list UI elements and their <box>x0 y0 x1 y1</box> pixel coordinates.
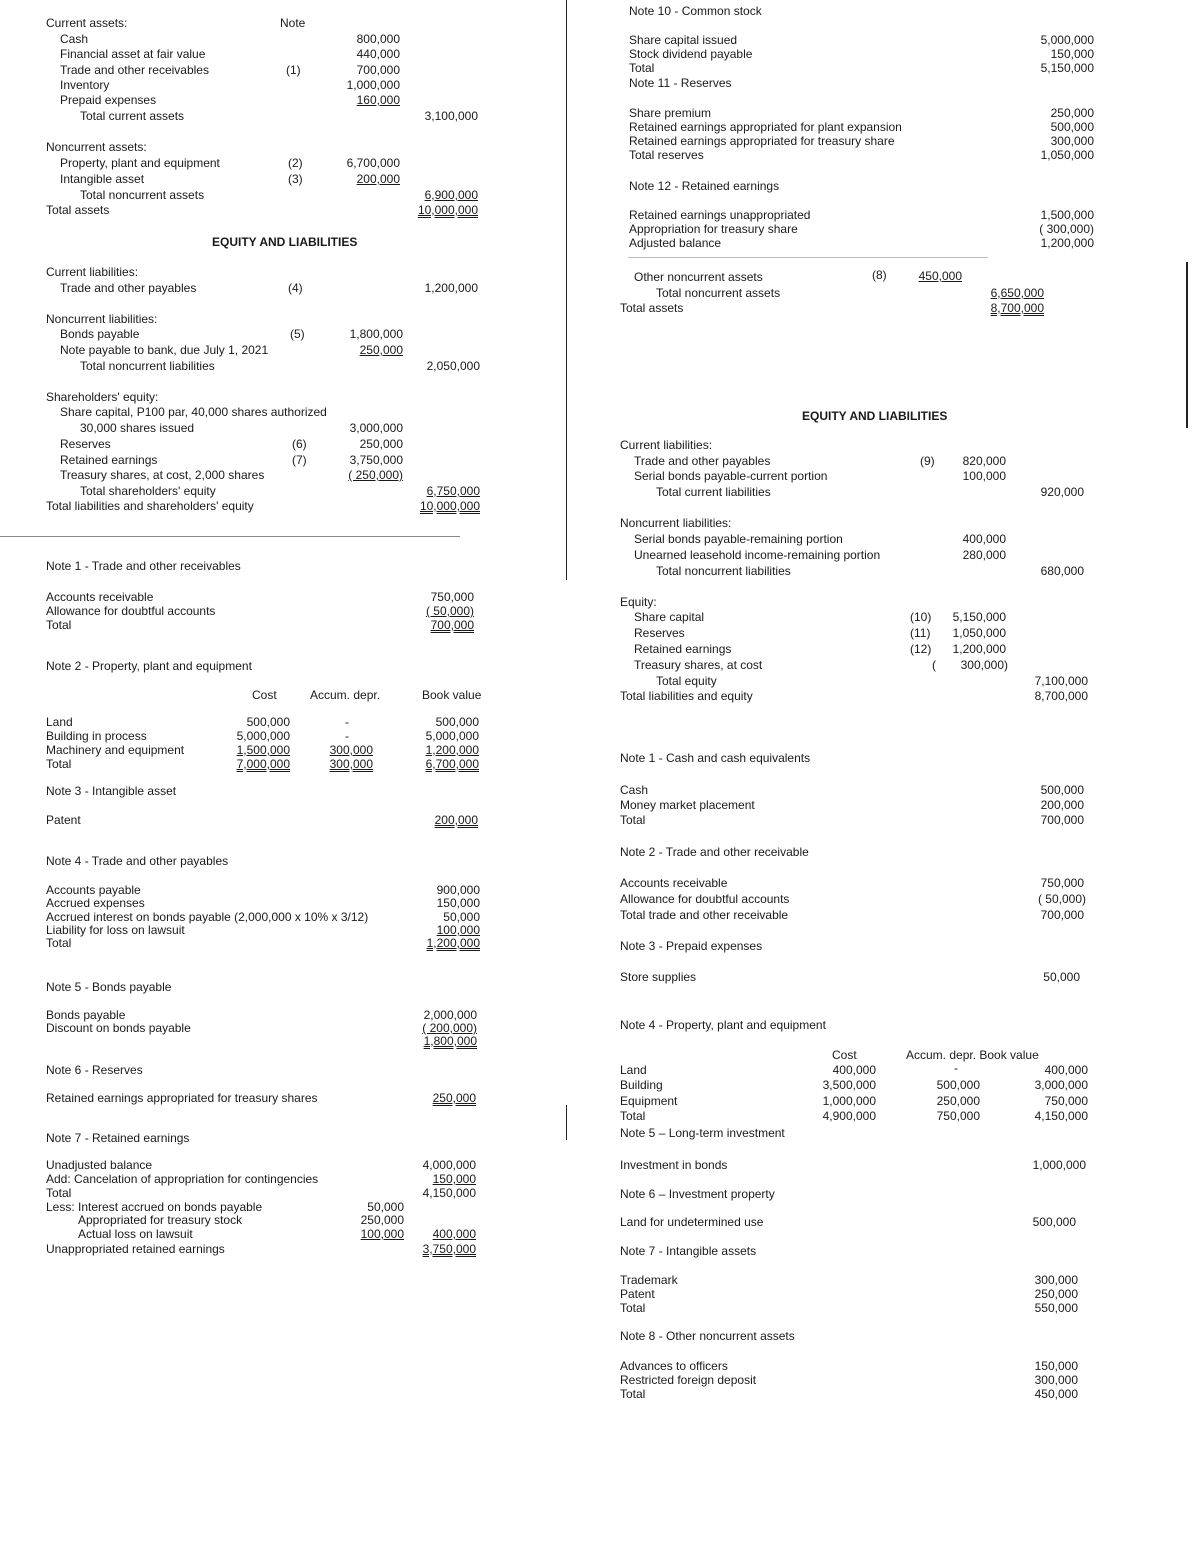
line-note: (12) <box>910 642 932 656</box>
line-label: Reserves <box>60 437 111 451</box>
note-row-amount: ( 200,000) <box>422 1021 477 1035</box>
note-title: Note 2 - Property, plant and equipment <box>46 659 252 673</box>
note-row-label: Total <box>620 813 646 827</box>
line-label: Treasury shares, at cost <box>634 658 763 672</box>
note-row-amount: 900,000 <box>436 883 480 897</box>
line-amount: 1,000,000 <box>346 78 400 92</box>
column-header: Cost <box>832 1048 857 1062</box>
note-row-amount: 450,000 <box>1034 1387 1078 1401</box>
line-label: Serial bonds payable-remaining portion <box>634 532 843 546</box>
line-amount: 1,200,000 <box>952 642 1006 656</box>
note-title: Note 11 - Reserves <box>629 76 732 90</box>
line-label: Share capital <box>634 610 705 624</box>
note-row-label: Total trade and other receivable <box>620 908 789 922</box>
line-label: Cash <box>60 32 89 46</box>
line-amount: 300,000) <box>960 658 1008 672</box>
note-row-amount: 4,000,000 <box>422 1158 476 1172</box>
note-row-label: Restricted foreign deposit <box>620 1373 757 1387</box>
line-amount: 6,700,000 <box>346 156 400 170</box>
note-row-amount: 5,150,000 <box>1040 61 1094 75</box>
note-row-amount: ( 50,000) <box>425 604 474 618</box>
note-row-label: Share premium <box>629 106 712 120</box>
total-amount: 2,050,000 <box>426 359 480 373</box>
table-row-label: Machinery and equipment <box>46 743 185 757</box>
total-label: Total noncurrent assets <box>80 188 205 202</box>
note-row-amount: ( 300,000) <box>1039 222 1094 236</box>
grand-total-amount: 8,700,000 <box>1034 689 1088 703</box>
table-cell: 500,000 <box>936 1078 980 1092</box>
table-cell: 500,000 <box>435 715 479 729</box>
table-row-label: Equipment <box>620 1094 678 1108</box>
note-title: Note 4 - Trade and other payables <box>46 854 229 868</box>
note-row-label: Retained earnings unappropriated <box>629 208 811 222</box>
line-note: (5) <box>290 327 305 341</box>
line-amount: 250,000 <box>359 343 403 357</box>
note-row-label: Accrued interest on bonds payable (2,000,000 x 10% x 3/12) <box>46 910 369 924</box>
note-row-amount: 3,750,000 <box>422 1242 476 1256</box>
total-label: Total current liabilities <box>656 485 771 499</box>
table-cell: 1,000,000 <box>822 1094 876 1108</box>
note-row-label: Total <box>46 1186 72 1200</box>
note-row-label: Allowance for doubtful accounts <box>46 604 216 618</box>
page-edge-line <box>1186 262 1188 428</box>
line-label: Prepaid expenses <box>60 93 157 107</box>
noncurrent-liabilities-heading: Noncurrent liabilities: <box>620 516 732 530</box>
note-row-amount: 1,050,000 <box>1040 148 1094 162</box>
shareholders-equity-heading: Shareholders' equity: <box>46 390 159 404</box>
note-row-amount: 1,200,000 <box>1040 236 1094 250</box>
note-row-amount: 250,000 <box>1050 106 1094 120</box>
note-row-label: Investment in bonds <box>620 1158 728 1172</box>
line-label: Share capital, P100 par, 40,000 shares authorized <box>60 405 327 419</box>
note-row-amount: 1,500,000 <box>1040 208 1094 222</box>
note-title: Note 4 - Property, plant and equipment <box>620 1018 826 1032</box>
total-amount: 6,650,000 <box>990 286 1044 300</box>
note-row-amount: 250,000 <box>432 1091 476 1105</box>
table-row-label: Building in process <box>46 729 147 743</box>
total-label: Total noncurrent liabilities <box>656 564 791 578</box>
note-row-amount: 50,000 <box>1043 970 1080 984</box>
note-row-amount: 700,000 <box>1040 813 1084 827</box>
table-cell: 4,150,000 <box>1034 1109 1088 1123</box>
line-note: (1) <box>286 63 301 77</box>
note-row-label: Patent <box>620 1287 655 1301</box>
table-row-label: Land <box>620 1063 647 1077</box>
table-cell: - <box>345 729 349 743</box>
note-row-amount: 550,000 <box>1034 1301 1078 1315</box>
grand-total-amount: 10,000,000 <box>419 499 480 513</box>
note-row-amount: 50,000 <box>443 910 480 924</box>
column-header: Book value <box>422 688 482 702</box>
note-row-label: Unadjusted balance <box>46 1158 153 1172</box>
total-assets-label: Total assets <box>46 203 110 217</box>
line-label: Treasury shares, at cost, 2,000 shares <box>60 468 265 482</box>
line-amount: 100,000 <box>962 469 1006 483</box>
line-note: (6) <box>292 437 307 451</box>
note-row-label: Patent <box>46 813 81 827</box>
grand-total-label: Total liabilities and equity <box>620 689 753 703</box>
line-label: Retained earnings <box>60 453 158 467</box>
total-amount: 1,200,000 <box>424 281 478 295</box>
note-title: Note 7 - Retained earnings <box>46 1131 190 1145</box>
note-row-amount: 200,000 <box>1040 798 1084 812</box>
line-note: (8) <box>872 268 887 282</box>
equity-heading: Equity: <box>620 595 657 609</box>
line-label: Intangible asset <box>60 172 145 186</box>
table-cell: 4,900,000 <box>822 1109 876 1123</box>
table-cell: 300,000 <box>329 757 373 771</box>
total-assets-amount: 8,700,000 <box>990 301 1044 315</box>
line-label: Other noncurrent assets <box>634 270 763 284</box>
note-row-label: Accounts receivable <box>620 876 728 890</box>
table-cell: - <box>954 1061 958 1075</box>
note-title: Note 5 - Bonds payable <box>46 980 172 994</box>
line-note: ( <box>932 658 936 672</box>
note-title: Note 8 - Other noncurrent assets <box>620 1329 795 1343</box>
note-row-label: Accounts payable <box>46 883 141 897</box>
table-cell: 3,500,000 <box>822 1078 876 1092</box>
line-note: (10) <box>910 610 932 624</box>
noncurrent-assets-heading: Noncurrent assets: <box>46 140 147 154</box>
note-row-amount: 50,000 <box>367 1200 404 1214</box>
note-row-label: Appropriated for treasury stock <box>78 1213 243 1227</box>
note-row-amount: 150,000 <box>1034 1359 1078 1373</box>
line-label: Financial asset at fair value <box>60 47 206 61</box>
current-assets-heading: Current assets: <box>46 16 128 30</box>
note-title: Note 3 - Intangible asset <box>46 784 177 798</box>
note-row-amount: 100,000 <box>436 923 480 937</box>
note-row-amount: 250,000 <box>360 1213 404 1227</box>
line-amount: 800,000 <box>356 32 400 46</box>
note-row-amount: 200,000 <box>434 813 478 827</box>
note-row-label: Share capital issued <box>629 33 738 47</box>
line-note: (9) <box>920 454 935 468</box>
total-label: Total current assets <box>80 109 185 123</box>
column-header: Cost <box>252 688 277 702</box>
note-row-amount: 1,800,000 <box>423 1034 477 1048</box>
line-amount: 440,000 <box>356 47 400 61</box>
note-row-label: Add: Cancelation of appropriation for contingencies <box>46 1172 319 1186</box>
note-row-label: Accounts receivable <box>46 590 154 604</box>
note-row-amount: 500,000 <box>1032 1215 1076 1229</box>
line-note: (2) <box>288 156 303 170</box>
note-row-amount: 700,000 <box>1040 908 1084 922</box>
note-title: Note 7 - Intangible assets <box>620 1244 757 1258</box>
line-label: Trade and other receivables <box>60 63 209 77</box>
note-column-header: Note <box>280 16 306 30</box>
total-label: Total noncurrent liabilities <box>80 359 215 373</box>
line-label: Unearned leasehold income-remaining portion <box>634 548 881 562</box>
note-row-label: Accrued expenses <box>46 896 145 910</box>
note-row-amount: 500,000 <box>1050 120 1094 134</box>
note-row-amount: 300,000 <box>1034 1373 1078 1387</box>
note-row-label: Less: Interest accrued on bonds payable <box>46 1200 263 1214</box>
noncurrent-liabilities-heading: Noncurrent liabilities: <box>46 312 158 326</box>
note-row-label: Adjusted balance <box>629 236 722 250</box>
section-title: EQUITY AND LIABILITIES <box>212 235 358 249</box>
total-amount: 920,000 <box>1040 485 1084 499</box>
line-amount: 400,000 <box>962 532 1006 546</box>
column-divider <box>566 0 567 580</box>
note-row-amount: 2,000,000 <box>423 1008 477 1022</box>
note-row-label: Appropriation for treasury share <box>629 222 798 236</box>
note-row-amount: 750,000 <box>1040 876 1084 890</box>
line-amount: 3,000,000 <box>349 421 403 435</box>
note-title: Note 10 - Common stock <box>629 4 762 18</box>
total-amount: 3,100,000 <box>424 109 478 123</box>
line-label: Serial bonds payable-current portion <box>634 469 828 483</box>
note-title: Note 12 - Retained earnings <box>629 179 780 193</box>
table-cell: 5,000,000 <box>425 729 479 743</box>
table-cell: 1,500,000 <box>236 743 290 757</box>
note-row-label: Allowance for doubtful accounts <box>620 892 790 906</box>
line-label: Trade and other payables <box>634 454 771 468</box>
table-cell: 750,000 <box>936 1109 980 1123</box>
line-amount: 250,000 <box>359 437 403 451</box>
note-row-amount: 4,150,000 <box>422 1186 476 1200</box>
note-row-amount: 100,000 <box>360 1227 404 1241</box>
note-title: Note 6 – Investment property <box>620 1187 775 1201</box>
table-cell: 5,000,000 <box>236 729 290 743</box>
line-label: Retained earnings <box>634 642 732 656</box>
table-row-label: Total <box>46 757 72 771</box>
table-cell: 7,000,000 <box>236 757 290 771</box>
note-row-label: Stock dividend payable <box>629 47 753 61</box>
note-title: Note 6 - Reserves <box>46 1063 143 1077</box>
line-label: Reserves <box>634 626 685 640</box>
note-row-label: Total <box>620 1301 646 1315</box>
table-cell: 500,000 <box>246 715 290 729</box>
line-label: Property, plant and equipment <box>60 156 220 170</box>
note-row-amount: 1,000,000 <box>1032 1158 1086 1172</box>
note-row-label: Trademark <box>620 1273 678 1287</box>
note-row-label: Total <box>620 1387 646 1401</box>
line-label: Note payable to bank, due July 1, 2021 <box>60 343 269 357</box>
note-row-label: Money market placement <box>620 798 755 812</box>
note-row-label: Unappropriated retained earnings <box>46 1242 225 1256</box>
total-amount: 6,900,000 <box>424 188 478 202</box>
note-row-label: Retained earnings appropriated for treasury shares <box>46 1091 318 1105</box>
table-cell: 250,000 <box>936 1094 980 1108</box>
total-assets-amount: 10,000,000 <box>417 203 478 217</box>
line-label: Trade and other payables <box>60 281 197 295</box>
table-cell: - <box>345 715 349 729</box>
line-label: 30,000 shares issued <box>80 421 195 435</box>
note-row-amount: 400,000 <box>432 1227 476 1241</box>
note-row-label: Advances to officers <box>620 1359 728 1373</box>
line-note: (11) <box>910 626 931 640</box>
current-liabilities-heading: Current liabilities: <box>46 265 139 279</box>
table-row-label: Land <box>46 715 73 729</box>
total-amount: 680,000 <box>1040 564 1084 578</box>
total-assets-label: Total assets <box>620 301 684 315</box>
line-amount: 160,000 <box>356 93 400 107</box>
note-row-amount: 700,000 <box>430 618 474 632</box>
line-amount: 1,050,000 <box>952 626 1006 640</box>
line-amount: 280,000 <box>962 548 1006 562</box>
table-row-label: Total <box>620 1109 646 1123</box>
torn-edge <box>628 257 988 258</box>
note-row-label: Liability for loss on lawsuit <box>46 923 185 937</box>
total-amount: 6,750,000 <box>426 484 480 498</box>
column-header: Accum. depr. Book value <box>906 1048 1039 1062</box>
note-row-label: Cash <box>620 783 649 797</box>
note-title: Note 5 – Long-term investment <box>620 1126 785 1140</box>
column-divider-lower <box>566 1105 567 1140</box>
note-row-amount: 150,000 <box>432 1172 476 1186</box>
note-row-label: Bonds payable <box>46 1008 126 1022</box>
line-amount: 700,000 <box>356 63 400 77</box>
note-row-amount: 1,200,000 <box>426 936 480 950</box>
cut-line <box>0 536 460 537</box>
note-row-amount: 300,000 <box>1034 1273 1078 1287</box>
note-row-label: Total <box>629 61 655 75</box>
total-label: Total equity <box>656 674 717 688</box>
grand-total-label: Total liabilities and shareholders' equity <box>46 499 254 513</box>
note-row-label: Land for undetermined use <box>620 1215 764 1229</box>
note-row-label: Retained earnings appropriated for treasury share <box>629 134 895 148</box>
table-cell: 6,700,000 <box>425 757 479 771</box>
note-row-amount: 5,000,000 <box>1040 33 1094 47</box>
note-title: Note 1 - Cash and cash equivalents <box>620 751 811 765</box>
note-row-amount: 250,000 <box>1034 1287 1078 1301</box>
line-note: (4) <box>288 281 303 295</box>
note-row-label: Retained earnings appropriated for plant expansion <box>629 120 902 134</box>
table-cell: 400,000 <box>832 1063 876 1077</box>
line-amount: 1,800,000 <box>349 327 403 341</box>
line-amount: 5,150,000 <box>952 610 1006 624</box>
note-row-amount: 150,000 <box>1050 47 1094 61</box>
note-title: Note 3 - Prepaid expenses <box>620 939 763 953</box>
note-row-amount: ( 50,000) <box>1037 892 1086 906</box>
note-title: Note 2 - Trade and other receivable <box>620 845 809 859</box>
line-note: (7) <box>292 453 307 467</box>
line-amount: 3,750,000 <box>349 453 403 467</box>
table-cell: 3,000,000 <box>1034 1078 1088 1092</box>
table-row-label: Building <box>620 1078 663 1092</box>
current-liabilities-heading: Current liabilities: <box>620 438 713 452</box>
line-label: Inventory <box>60 78 110 92</box>
note-title: Note 1 - Trade and other receivables <box>46 559 241 573</box>
note-row-label: Total <box>46 618 72 632</box>
table-cell: 1,200,000 <box>425 743 479 757</box>
note-row-amount: 150,000 <box>436 896 480 910</box>
line-amount: 820,000 <box>962 454 1006 468</box>
table-cell: 300,000 <box>329 743 373 757</box>
total-label: Total noncurrent assets <box>656 286 781 300</box>
line-amount: 200,000 <box>356 172 400 186</box>
note-row-label: Total <box>46 936 72 950</box>
note-row-label: Discount on bonds payable <box>46 1021 191 1035</box>
line-amount: ( 250,000) <box>348 468 403 482</box>
table-cell: 400,000 <box>1044 1063 1088 1077</box>
line-note: (3) <box>288 172 303 186</box>
note-row-label: Total reserves <box>629 148 704 162</box>
total-label: Total shareholders' equity <box>80 484 216 498</box>
section-title: EQUITY AND LIABILITIES <box>802 409 948 423</box>
line-amount: 450,000 <box>918 269 962 283</box>
total-amount: 7,100,000 <box>1034 674 1088 688</box>
note-row-amount: 500,000 <box>1040 783 1084 797</box>
line-label: Bonds payable <box>60 327 140 341</box>
note-row-amount: 750,000 <box>430 590 474 604</box>
table-cell: 750,000 <box>1044 1094 1088 1108</box>
note-row-amount: 300,000 <box>1050 134 1094 148</box>
column-header: Accum. depr. <box>310 688 381 702</box>
note-row-label: Store supplies <box>620 970 697 984</box>
note-row-label: Actual loss on lawsuit <box>78 1227 193 1241</box>
